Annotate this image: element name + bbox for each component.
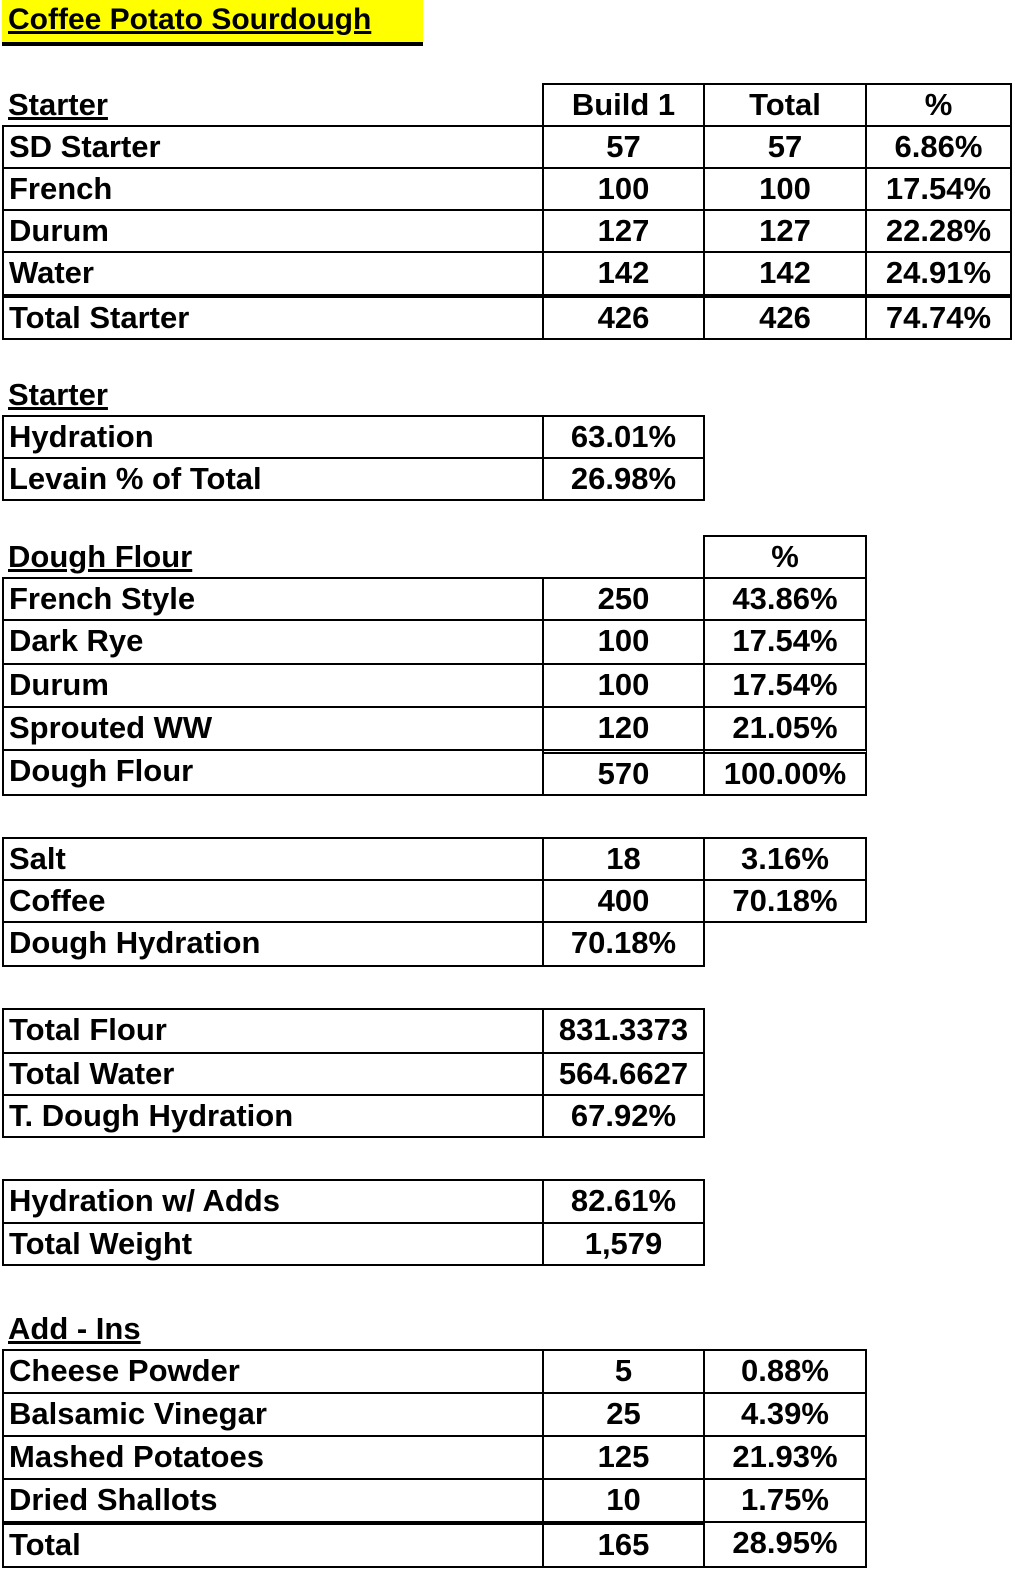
table-cell: 250 <box>542 577 705 621</box>
table-cell: 17.54% <box>703 619 867 665</box>
table-cell: 120 <box>542 706 705 751</box>
table-cell: 3.16% <box>703 837 867 881</box>
table-cell: 1.75% <box>703 1478 867 1523</box>
table-row-label: Dark Rye <box>2 619 544 665</box>
table-row-label: French Style <box>2 577 544 621</box>
table-row-label: Levain % of Total <box>2 457 544 501</box>
table-row-label: Dried Shallots <box>2 1478 544 1523</box>
col-header-pct: % <box>703 535 867 579</box>
table-cell: 100.00% <box>703 749 867 796</box>
table-cell: 0.88% <box>703 1349 867 1394</box>
table-cell: 21.93% <box>703 1435 867 1480</box>
table-row-label: Sprouted WW <box>2 706 544 751</box>
table-cell: 67.92% <box>542 1094 705 1138</box>
table-cell: 100 <box>542 619 705 665</box>
table-cell: 4.39% <box>703 1392 867 1437</box>
total-row-label: Total Starter <box>2 294 544 340</box>
table-cell: 25 <box>542 1392 705 1437</box>
table-row-label: Durum <box>2 663 544 708</box>
col-header-total: Total <box>703 83 867 127</box>
total-row-label: Total <box>2 1521 544 1568</box>
add-ins-heading: Add - Ins <box>8 1311 141 1346</box>
table-cell: 142 <box>542 251 705 296</box>
table-cell: 74.74% <box>865 294 1012 340</box>
table-cell: 26.98% <box>542 457 705 501</box>
table-cell: 100 <box>703 167 867 211</box>
table-cell: 6.86% <box>865 125 1012 169</box>
table-cell: 127 <box>542 209 705 253</box>
table-cell: 28.95% <box>703 1521 867 1568</box>
starter-stats-heading: Starter <box>8 377 108 412</box>
table-cell: 18 <box>542 837 705 881</box>
table-cell: 127 <box>703 209 867 253</box>
table-row-label: SD Starter <box>2 125 544 169</box>
table-cell: 24.91% <box>865 251 1012 296</box>
table-cell: 57 <box>542 125 705 169</box>
dough-flour-heading: Dough Flour <box>8 539 193 574</box>
table-row-label: Durum <box>2 209 544 253</box>
col-header-pct: % <box>865 83 1012 127</box>
table-cell: 63.01% <box>542 415 705 459</box>
table-row-label: Total Weight <box>2 1222 544 1266</box>
table-cell: 43.86% <box>703 577 867 621</box>
table-cell: 1,579 <box>542 1222 705 1266</box>
table-cell: 426 <box>703 294 867 340</box>
table-cell: 564.6627 <box>542 1052 705 1096</box>
table-row-label: Balsamic Vinegar <box>2 1392 544 1437</box>
table-cell: 100 <box>542 663 705 708</box>
table-row-label: Dough Hydration <box>2 921 544 967</box>
table-row-label: Total Water <box>2 1052 544 1096</box>
table-cell: 100 <box>542 167 705 211</box>
table-row-label: French <box>2 167 544 211</box>
table-cell: 17.54% <box>865 167 1012 211</box>
table-cell: 400 <box>542 879 705 923</box>
table-cell: 70.18% <box>703 879 867 923</box>
table-cell: 70.18% <box>542 921 705 967</box>
table-row-label: Hydration w/ Adds <box>2 1179 544 1224</box>
table-cell: 142 <box>703 251 867 296</box>
table-cell: 165 <box>542 1521 705 1568</box>
table-row-label: T. Dough Hydration <box>2 1094 544 1138</box>
table-cell: 5 <box>542 1349 705 1394</box>
table-cell: 57 <box>703 125 867 169</box>
total-row-label: Dough Flour <box>2 749 544 796</box>
table-cell: 426 <box>542 294 705 340</box>
table-row-label: Hydration <box>2 415 544 459</box>
table-row-label: Mashed Potatoes <box>2 1435 544 1480</box>
table-row-label: Total Flour <box>2 1008 544 1054</box>
table-cell: 22.28% <box>865 209 1012 253</box>
table-row-label: Water <box>2 251 544 296</box>
col-header-build1: Build 1 <box>542 83 705 127</box>
table-cell: 10 <box>542 1478 705 1523</box>
table-row-label: Coffee <box>2 879 544 923</box>
page-title: Coffee Potato Sourdough <box>2 0 423 46</box>
table-cell: 125 <box>542 1435 705 1480</box>
table-cell: 17.54% <box>703 663 867 708</box>
table-cell: 831.3373 <box>542 1008 705 1054</box>
table-cell: 570 <box>542 749 705 796</box>
starter-heading: Starter <box>8 87 108 122</box>
table-row-label: Cheese Powder <box>2 1349 544 1394</box>
table-cell: 21.05% <box>703 706 867 751</box>
table-cell: 82.61% <box>542 1179 705 1224</box>
table-row-label: Salt <box>2 837 544 881</box>
